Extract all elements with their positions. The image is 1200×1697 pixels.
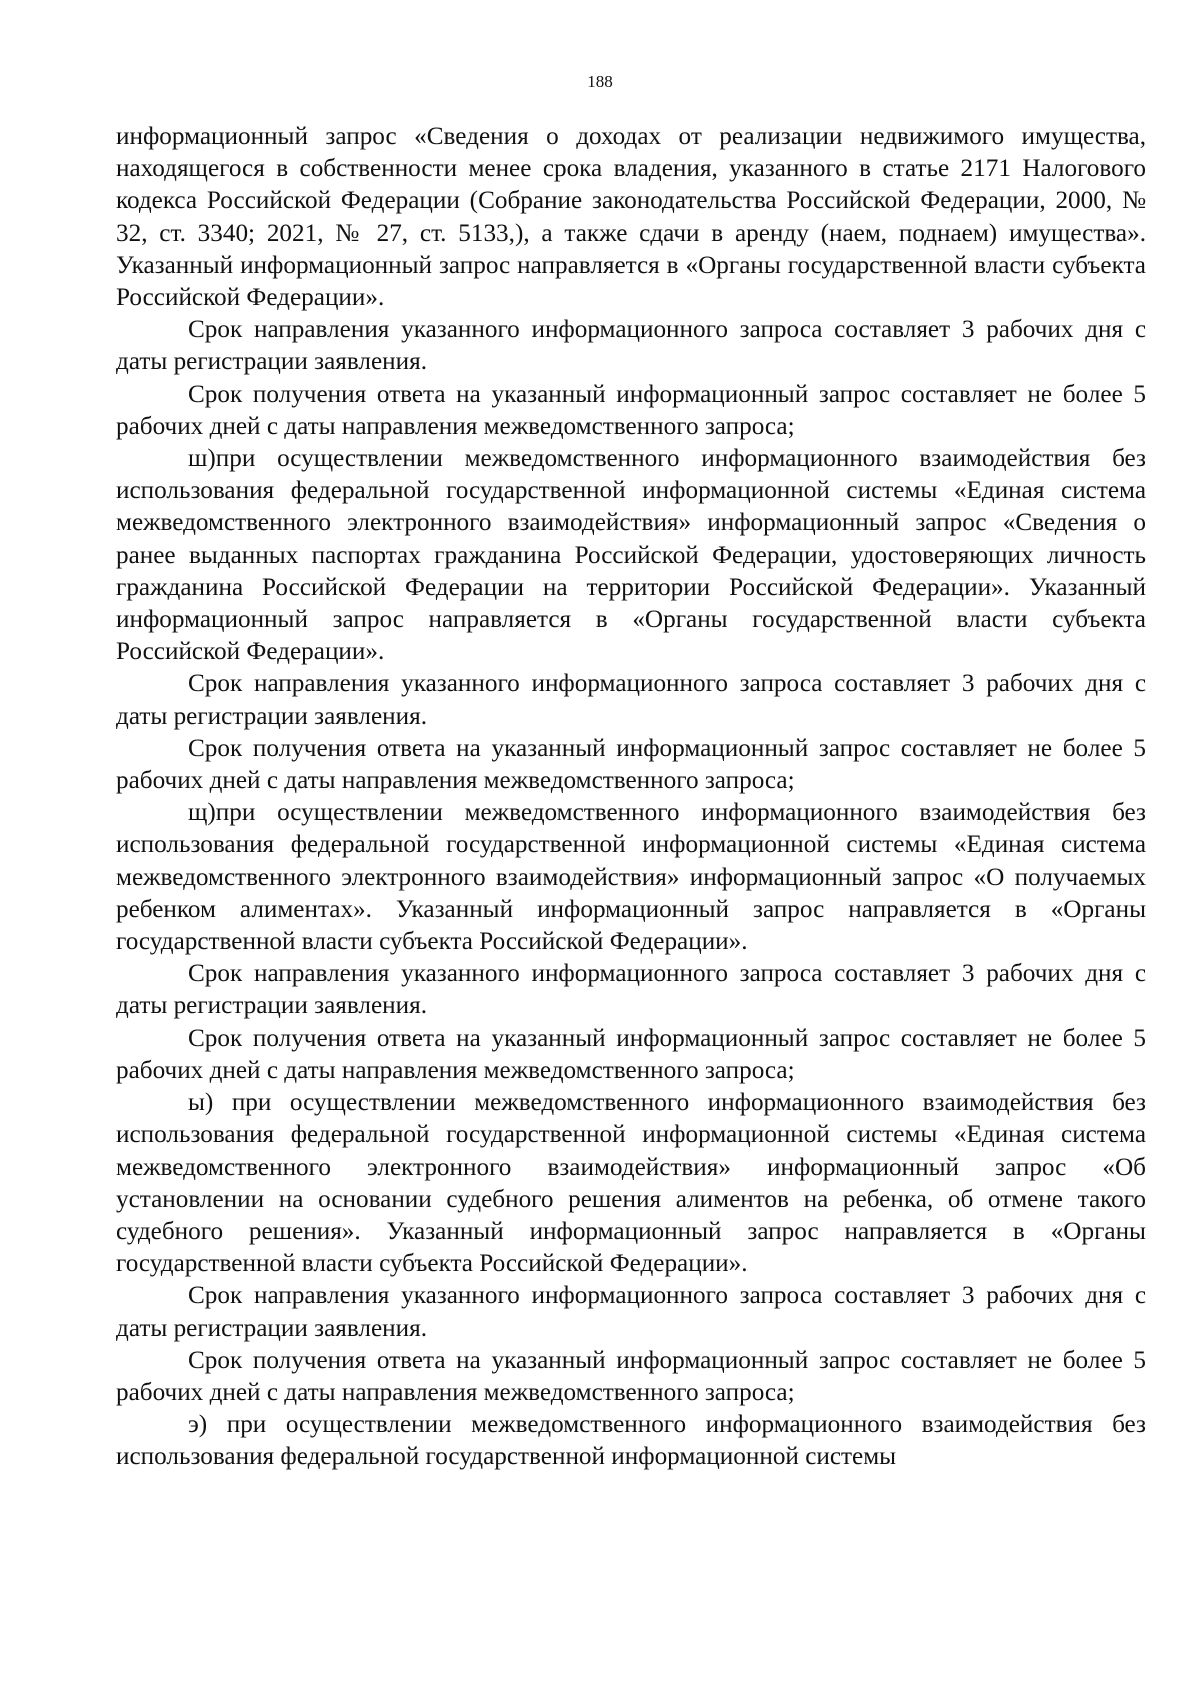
paragraph: Срок направления указанного информационного запроса составляет 3 рабочих дня с даты регистрации заявления. — [116, 670, 1146, 730]
paragraph: э) при осуществлении межведомственного информационного взаимодействия без использования федеральной государственной информационной системы — [116, 1411, 1146, 1471]
paragraph: щ)при осуществлении межведомственного информационного взаимодействия без использования федеральной государственной информационной системы «Единая система межведомственного электронного взаимодействия» информационный запрос «О получаемых ребенком алиментах». Указанный информационный запрос направляется в «Органы государственной власти субъекта Российской Федерации». — [116, 799, 1146, 956]
paragraph: информационный запрос «Сведения о доходах от реализации недвижимого имущества, находящегося в собственности менее срока владения, указанного в статье 2171 Налогового кодекса Российской Федерации (Собрание законодательства Российской Федерации, 2000, № 32, ст. 3340; 2021, № 27, ст. 5133,), а также сдачи в аренду (наем, поднаем) имущества». Указанный информационный запрос направляется в «Органы государственной власти субъекта Российской Федерации». — [116, 123, 1146, 312]
document-body — [116, 121, 1146, 1474]
paragraph: Срок получения ответа на указанный информационный запрос составляет не более 5 рабочих дней с даты направления межведомственного запроса; — [116, 380, 1146, 440]
paragraph: ш)при осуществлении межведомственного информационного взаимодействия без использования федеральной государственной информационной системы «Единая система межведомственного электронного взаимодействия» информационный запрос «Сведения о ранее выданных паспортах гражданина Российской Федерации, удостоверяющих личность гражданина Российской Федерации на территории Российской Федерации». Указанный информационный запрос направляется в «Органы государственной власти субъекта Российской Федерации». — [116, 445, 1146, 666]
paragraph: ы) при осуществлении межведомственного информационного взаимодействия без использования федеральной государственной информационной системы «Единая система межведомственного электронного взаимодействия» информационный запрос «Об установлении на основании судебного решения алиментов на ребенка, об отмене такого судебного решения». Указанный информационный запрос направляется в «Органы государственной власти субъекта Российской Федерации». — [116, 1089, 1146, 1278]
paragraph: Срок направления указанного информационного запроса составляет 3 рабочих дня с даты регистрации заявления. — [116, 1282, 1146, 1342]
paragraph: Срок получения ответа на указанный информационный запрос составляет не более 5 рабочих дней с даты направления межведомственного запроса; — [116, 1346, 1146, 1406]
page-number: 188 — [587, 72, 613, 91]
paragraph: Срок направления указанного информационного запроса составляет 3 рабочих дня с даты регистрации заявления. — [116, 960, 1146, 1020]
paragraph: Срок получения ответа на указанный информационный запрос составляет не более 5 рабочих дней с даты направления межведомственного запроса; — [116, 734, 1146, 795]
paragraph: Срок направления указанного информационного запроса составляет 3 рабочих дня с даты регистрации заявления. — [116, 316, 1146, 376]
paragraph: Срок получения ответа на указанный информационный запрос составляет не более 5 рабочих дней с даты направления межведомственного запроса; — [116, 1024, 1146, 1084]
